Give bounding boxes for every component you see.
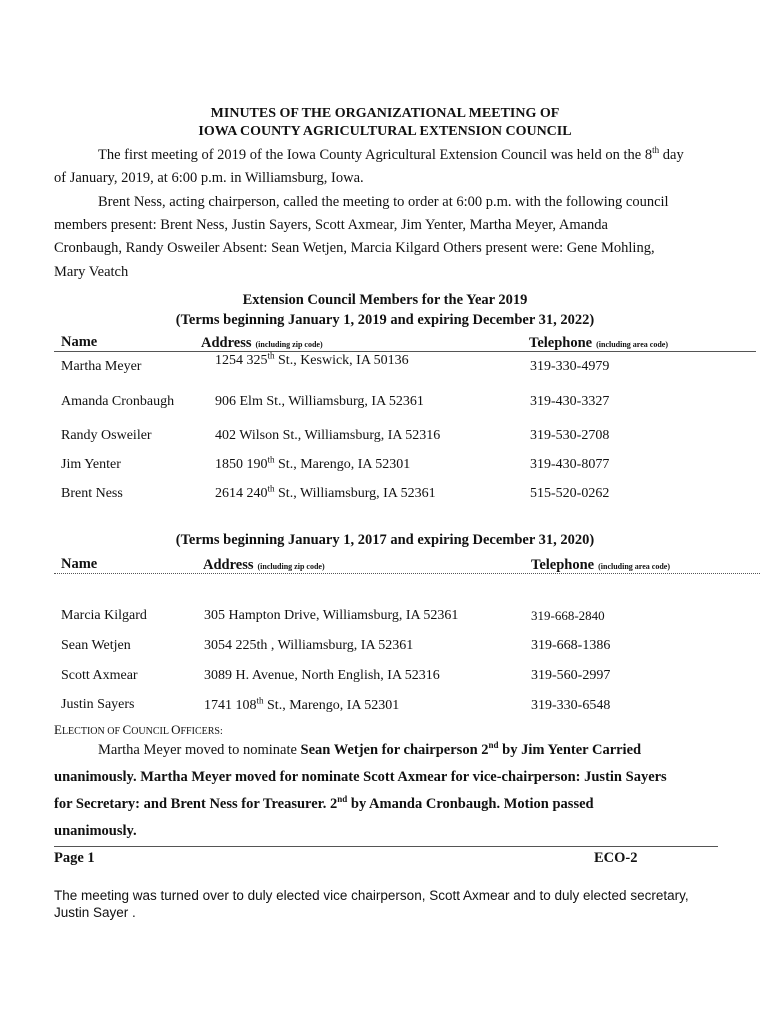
table-row-name: Marcia Kilgard [61,608,147,623]
section1-col-name: Name [61,334,98,350]
closing-line2: Justin Sayer . [54,905,136,920]
table-row-name: Martha Meyer [61,359,142,374]
table-row-name: Sean Wetjen [61,638,131,653]
table-row-name: Brent Ness [61,486,123,501]
election-line3: for Secretary: and Brent Ness for Treasurer. 2nd by Amanda Cronbaugh. Motion passed [54,794,594,812]
table-row-address: 1850 190th St., Marengo, IA 52301 [215,454,411,472]
table-row-name: Scott Axmear [61,668,138,683]
intro-paragraph2-line4: Mary Veatch [54,264,129,280]
intro-paragraph1-line1: The first meeting of 2019 of the Iowa County Agricultural Extension Council was held on the 8th day [98,145,684,163]
table-row-phone: 319-530-2708 [530,428,610,443]
table-row-phone: 319-560-2997 [531,668,611,683]
section2-col-address: Address (including zip code) [203,557,325,573]
table-row-address: 305 Hampton Drive, Williamsburg, IA 52361 [204,608,459,623]
table-row-phone: 319-430-8077 [530,457,610,472]
intro-paragraph2-line2: members present: Brent Ness, Justin Sayers, Scott Axmear, Jim Yenter, Martha Meyer, Amanda [54,217,608,233]
table-row-address: 2614 240th St., Williamsburg, IA 52361 [215,483,436,501]
table-row-phone: 319-668-2840 [531,608,605,623]
section1-col-phone: Telephone (including area code) [529,335,668,351]
election-line1: Martha Meyer moved to nominate Sean Wetjen for chairperson 2nd by Jim Yenter Carried [98,740,642,758]
table-row-address: 402 Wilson St., Williamsburg, IA 52316 [215,428,441,443]
table-row-name: Randy Osweiler [61,428,152,443]
footer-rule [54,846,718,847]
table-row-address: 1254 325th St., Keswick, IA 50136 [215,350,409,368]
page-number: Page 1 [54,850,95,866]
table-row-phone: 319-330-6548 [531,698,611,713]
table-row-address: 1741 108th St., Marengo, IA 52301 [204,695,400,713]
table-row-address: 3089 H. Avenue, North English, IA 52316 [204,668,440,683]
table-row-address: 906 Elm St., Williamsburg, IA 52361 [215,394,424,409]
table-row-name: Justin Sayers [61,697,135,712]
intro-paragraph2-line1: Brent Ness, acting chairperson, called the meeting to order at 6:00 p.m. with the following council [98,194,669,210]
document-title-line2: IOWA COUNTY AGRICULTURAL EXTENSION COUNCIL [198,124,572,139]
intro-paragraph2-line3: Cronbaugh, Randy Osweiler Absent: Sean Wetjen, Marcia Kilgard Others present were: Gene Mohling, [54,240,655,256]
intro-paragraph1-line2: of January, 2019, at 6:00 p.m. in Williamsburg, Iowa. [54,170,364,186]
closing-line1: The meeting was turned over to duly elected vice chairperson, Scott Axmear and to duly elected secretary, [54,888,689,903]
section1-header-rule [54,351,756,352]
document-code: ECO-2 [594,850,638,866]
section2-col-name: Name [61,556,98,572]
section2-term-heading: (Terms beginning January 1, 2017 and expiring December 31, 2020) [175,532,595,548]
election-line4: unanimously. [54,823,137,839]
section1-heading: Extension Council Members for the Year 2019 [242,292,528,308]
table-row-name: Amanda Cronbaugh [61,394,175,409]
document-title-line1: MINUTES OF THE ORGANIZATIONAL MEETING OF [210,106,560,121]
section2-header-rule [54,573,760,574]
table-row-phone: 319-668-1386 [531,638,611,653]
table-row-phone: 319-330-4979 [530,359,610,374]
section2-col-phone: Telephone (including area code) [531,557,670,573]
section1-term-heading: (Terms beginning January 1, 2019 and expiring December 31, 2022) [175,312,595,328]
table-row-phone: 515-520-0262 [530,486,610,501]
section1-col-address: Address (including zip code) [201,335,323,351]
table-row-phone: 319-430-3327 [530,394,610,409]
election-line2: unanimously. Martha Meyer moved for nominate Scott Axmear for vice-chairperson: Justin Sayers [54,769,667,785]
table-row-address: 3054 225th , Williamsburg, IA 52361 [204,638,414,653]
table-row-name: Jim Yenter [61,457,121,472]
election-heading: ELECTION OF COUNCIL OFFICERS: [54,722,223,737]
